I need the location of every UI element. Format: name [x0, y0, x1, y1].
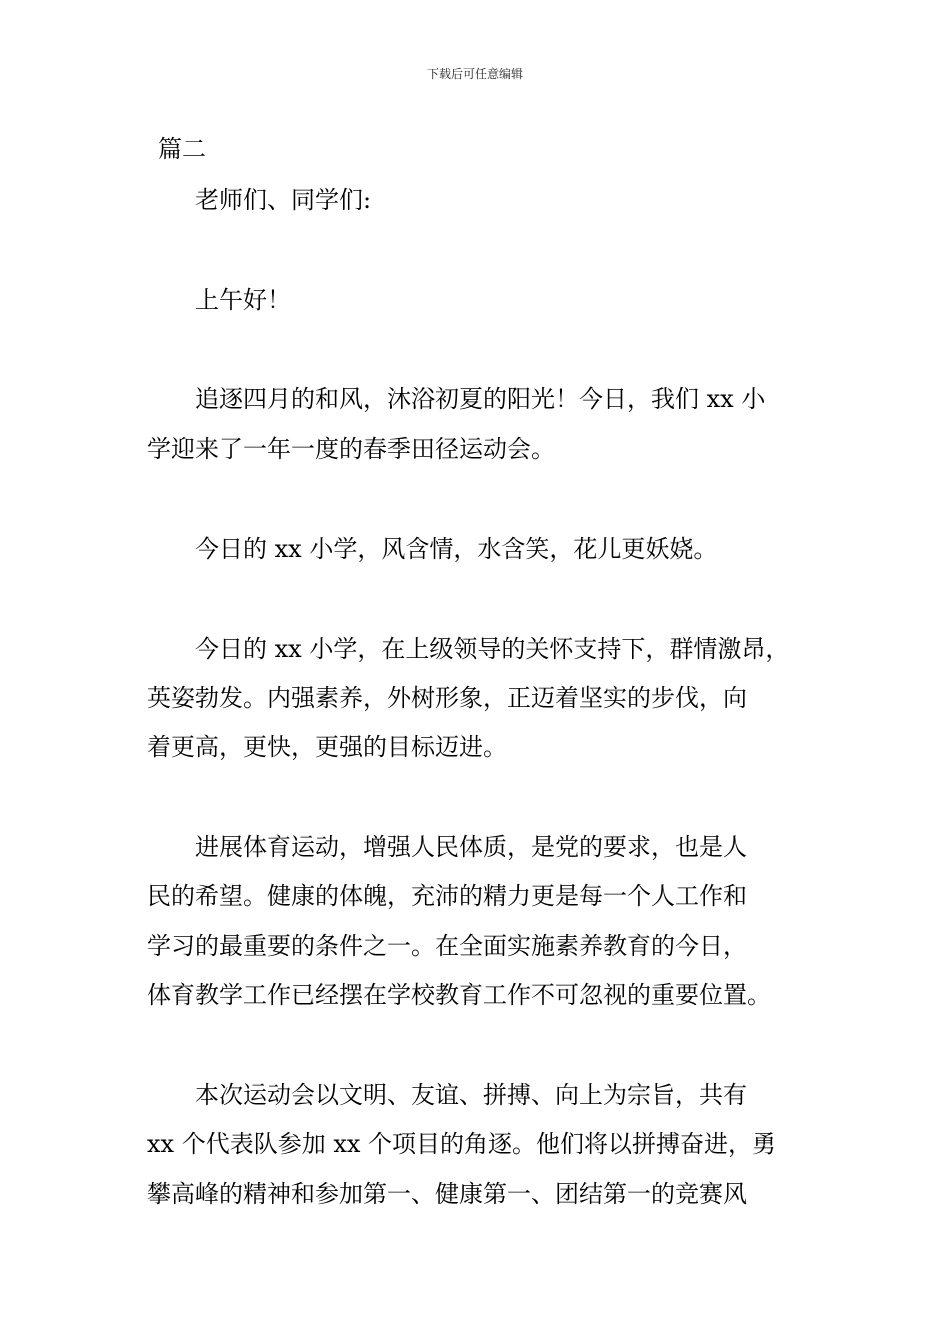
paragraph-1-line-2: 学迎来了一年一度的春季田径运动会。	[147, 435, 555, 463]
paragraph-4-line-4: 体育教学工作已经摆在学校教育工作不可忽视的重要位置。	[147, 981, 771, 1009]
paragraph-3-line-1: 今日的 xx 小学，在上级领导的关怀支持下，群情激昂，	[195, 635, 790, 663]
paragraph-5-line-3: 攀高峰的精神和参加第一、健康第一、团结第一的竞赛风	[147, 1180, 747, 1208]
paragraph-4-line-1: 进展体育运动，增强人民体质，是党的要求，也是人	[195, 833, 747, 861]
greeting-line: 老师们、同学们:	[195, 186, 372, 214]
paragraph-3-line-2: 英姿勃发。内强素养，外树形象，正迈着坚实的步伐，向	[147, 684, 747, 712]
page-header: 下载后可任意编辑	[426, 67, 523, 81]
paragraph-2-line-1: 今日的 xx 小学，风含情，水含笑，花儿更妖娆。	[195, 535, 718, 563]
paragraph-4-line-3: 学习的最重要的条件之一。在全面实施素养教育的今日，	[147, 932, 747, 960]
paragraph-1-line-1: 追逐四月的和风，沐浴初夏的阳光！今日，我们 xx 小	[195, 385, 766, 413]
paragraph-4-line-2: 民的希望。健康的体魄，充沛的精力更是每一个人工作和	[147, 882, 747, 910]
paragraph-5-line-1: 本次运动会以文明、友谊、拼搏、向上为宗旨，共有	[195, 1081, 747, 1109]
paragraph-5-line-2: xx 个代表队参加 xx 个项目的角逐。他们将以拼搏奋进，勇	[147, 1130, 777, 1158]
salutation-line: 上午好！	[195, 286, 291, 314]
section-title: 篇二	[158, 135, 206, 163]
paragraph-3-line-3: 着更高，更快，更强的目标迈进。	[147, 733, 507, 761]
